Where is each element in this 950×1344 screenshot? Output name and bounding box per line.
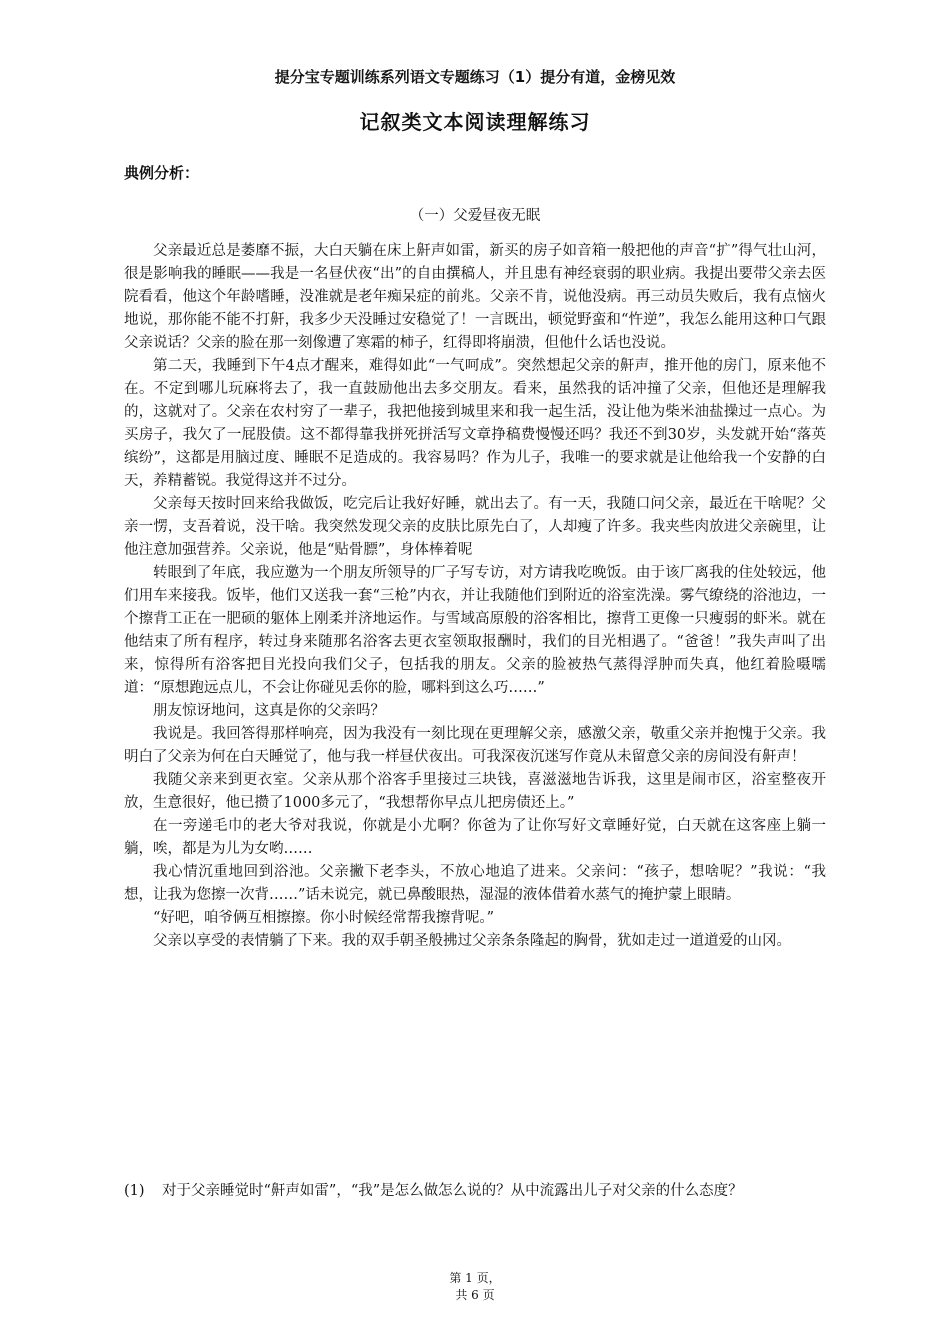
paragraph-6: 我说是。我回答得那样响亮，因为我没有一刻比现在更理解父亲，感激父亲，敬重父亲并抱愧于父亲。我明白了父亲为何在白天睡觉了，他与我一样昼伏夜出。可我深夜沉迷写作竟从未留意父亲的房间没有鼾声！	[124, 726, 826, 765]
paragraph-4: 转眼到了年底，我应邀为一个朋友所领导的厂子写专访，对方请我吃晚饭。由于该厂离我的住处较远，他们用车来接我。饭毕，他们又送我一套“三枪”内衣，并让我随他们到附近的浴室洗澡。雾气缭绕的浴池边，一个擦背工正在一肥硕的躯体上刚柔并济地运作。与雪域高原般的浴客相比，擦背工更像一只瘦弱的虾米。就在他结束了所有程序，转过身来随那名浴客去更衣室领取报酬时，我们的目光相遇了。“爸爸！”我失声叫了出来，惊得所有浴客把目光投向我们父子，包括我的朋友。父亲的脸被热气蒸得浮肿而失真，他红着脸嗫嚅道：“原想跑远点儿，不会让你碰见丢你的脸，哪料到这么巧……”	[124, 565, 826, 696]
paragraph-5: 朋友惊讶地问，这真是你的父亲吗？	[153, 703, 385, 719]
paragraph-10: “好吧，咱爷俩互相擦擦。你小时候经常帮我擦背呢。”	[153, 910, 495, 926]
series-header: 提分宝专题训练系列语文专题练习（1）提分有道，金榜见效	[274, 68, 676, 86]
page-total: 共 6 页	[455, 1288, 495, 1302]
document-title: 记叙类文本阅读理解练习	[359, 110, 591, 134]
paragraph-7: 我随父亲来到更衣室。父亲从那个浴客手里接过三块钱，喜滋滋地告诉我，这里是闹市区，浴室整夜开放，生意很好，他已攒了1000多元了，“我想帮你早点儿把房债还上。”	[124, 772, 826, 811]
paragraph-3: 父亲每天按时回来给我做饭，吃完后让我好好睡，就出去了。有一天，我随口问父亲，最近在干啥呢？父亲一愣，支吾着说，没干啥。我突然发现父亲的皮肤比原先白了，人却瘦了许多。我夹些肉放进父亲碗里，让他注意加强营养。父亲说，他是“贴骨膘”，身体棒着呢	[124, 496, 826, 558]
question-text: 对于父亲睡觉时“鼾声如雷”，“我”是怎么做怎么说的？从中流露出儿子对父亲的什么态度？	[162, 1183, 743, 1199]
question-item	[124, 1180, 844, 1203]
article-body	[124, 240, 826, 953]
article-title: （一）父爱昼夜无眠	[409, 208, 541, 224]
paragraph-9: 我心情沉重地回到浴池。父亲撇下老李头，不放心地追了进来。父亲问：“孩子，想啥呢？”我说：“我想，让我为您擦一次背……”话未说完，就已鼻酸眼热，湿湿的液体借着水蒸气的掩护蒙上眼睛。	[124, 864, 826, 903]
paragraph-2: 第二天，我睡到下午4点才醒来，难得如此“一气呵成”。突然想起父亲的鼾声，推开他的房门，原来他不在。不定到哪儿玩麻将去了，我一直鼓励他出去多交朋友。看来，虽然我的话冲撞了父亲，但他还是理解我的，这就对了。父亲在农村穷了一辈子，我把他接到城里来和我一起生活，没让他为柴米油盐操过一点心。为买房子，我欠了一屁股债。这不都得靠我拼死拼活写文章挣稿费慢慢还吗？我还不到30岁，头发就开始“落英缤纷”，这都是用脑过度、睡眠不足造成的。我容易吗？作为儿子，我唯一的要求就是让他给我一个安静的白天，养精蓄锐。我觉得这并不过分。	[124, 358, 826, 489]
page-footer	[0, 1270, 950, 1304]
paragraph-1: 父亲最近总是萎靡不振，大白天躺在床上鼾声如雷，新买的房子如音箱一般把他的声音“扩”得气壮山河，很是影响我的睡眠——我是一名昼伏夜“出”的自由撰稿人，并且患有神经衰弱的职业病。我提出要带父亲去医院看看，他这个年龄嗜睡，没准就是老年痴呆症的前兆。父亲不肯，说他没病。再三动员失败后，我有点恼火地说，那你能不能不打鼾，我多少天没睡过安稳觉了！一言既出，顿觉野蛮和“忤逆”，我怎么能用这种口气跟父亲说话？父亲的脸在那一刻像遭了寒霜的柿子，红得即将崩溃，但他什么话也没说。	[124, 243, 826, 351]
page-number: 第 1 页，	[449, 1271, 501, 1285]
question-number: (1)	[124, 1183, 145, 1199]
paragraph-11: 父亲以享受的表情躺了下来。我的双手朝圣般拂过父亲条条隆起的胸骨，犹如走过一道道爱的山冈。	[153, 933, 791, 949]
section-label: 典例分析：	[124, 164, 200, 182]
paragraph-8: 在一旁递毛巾的老大爷对我说，你就是小尤啊？你爸为了让你写好文章睡好觉，白天就在这客座上躺一躺，唉，都是为儿为女哟……	[124, 818, 826, 857]
